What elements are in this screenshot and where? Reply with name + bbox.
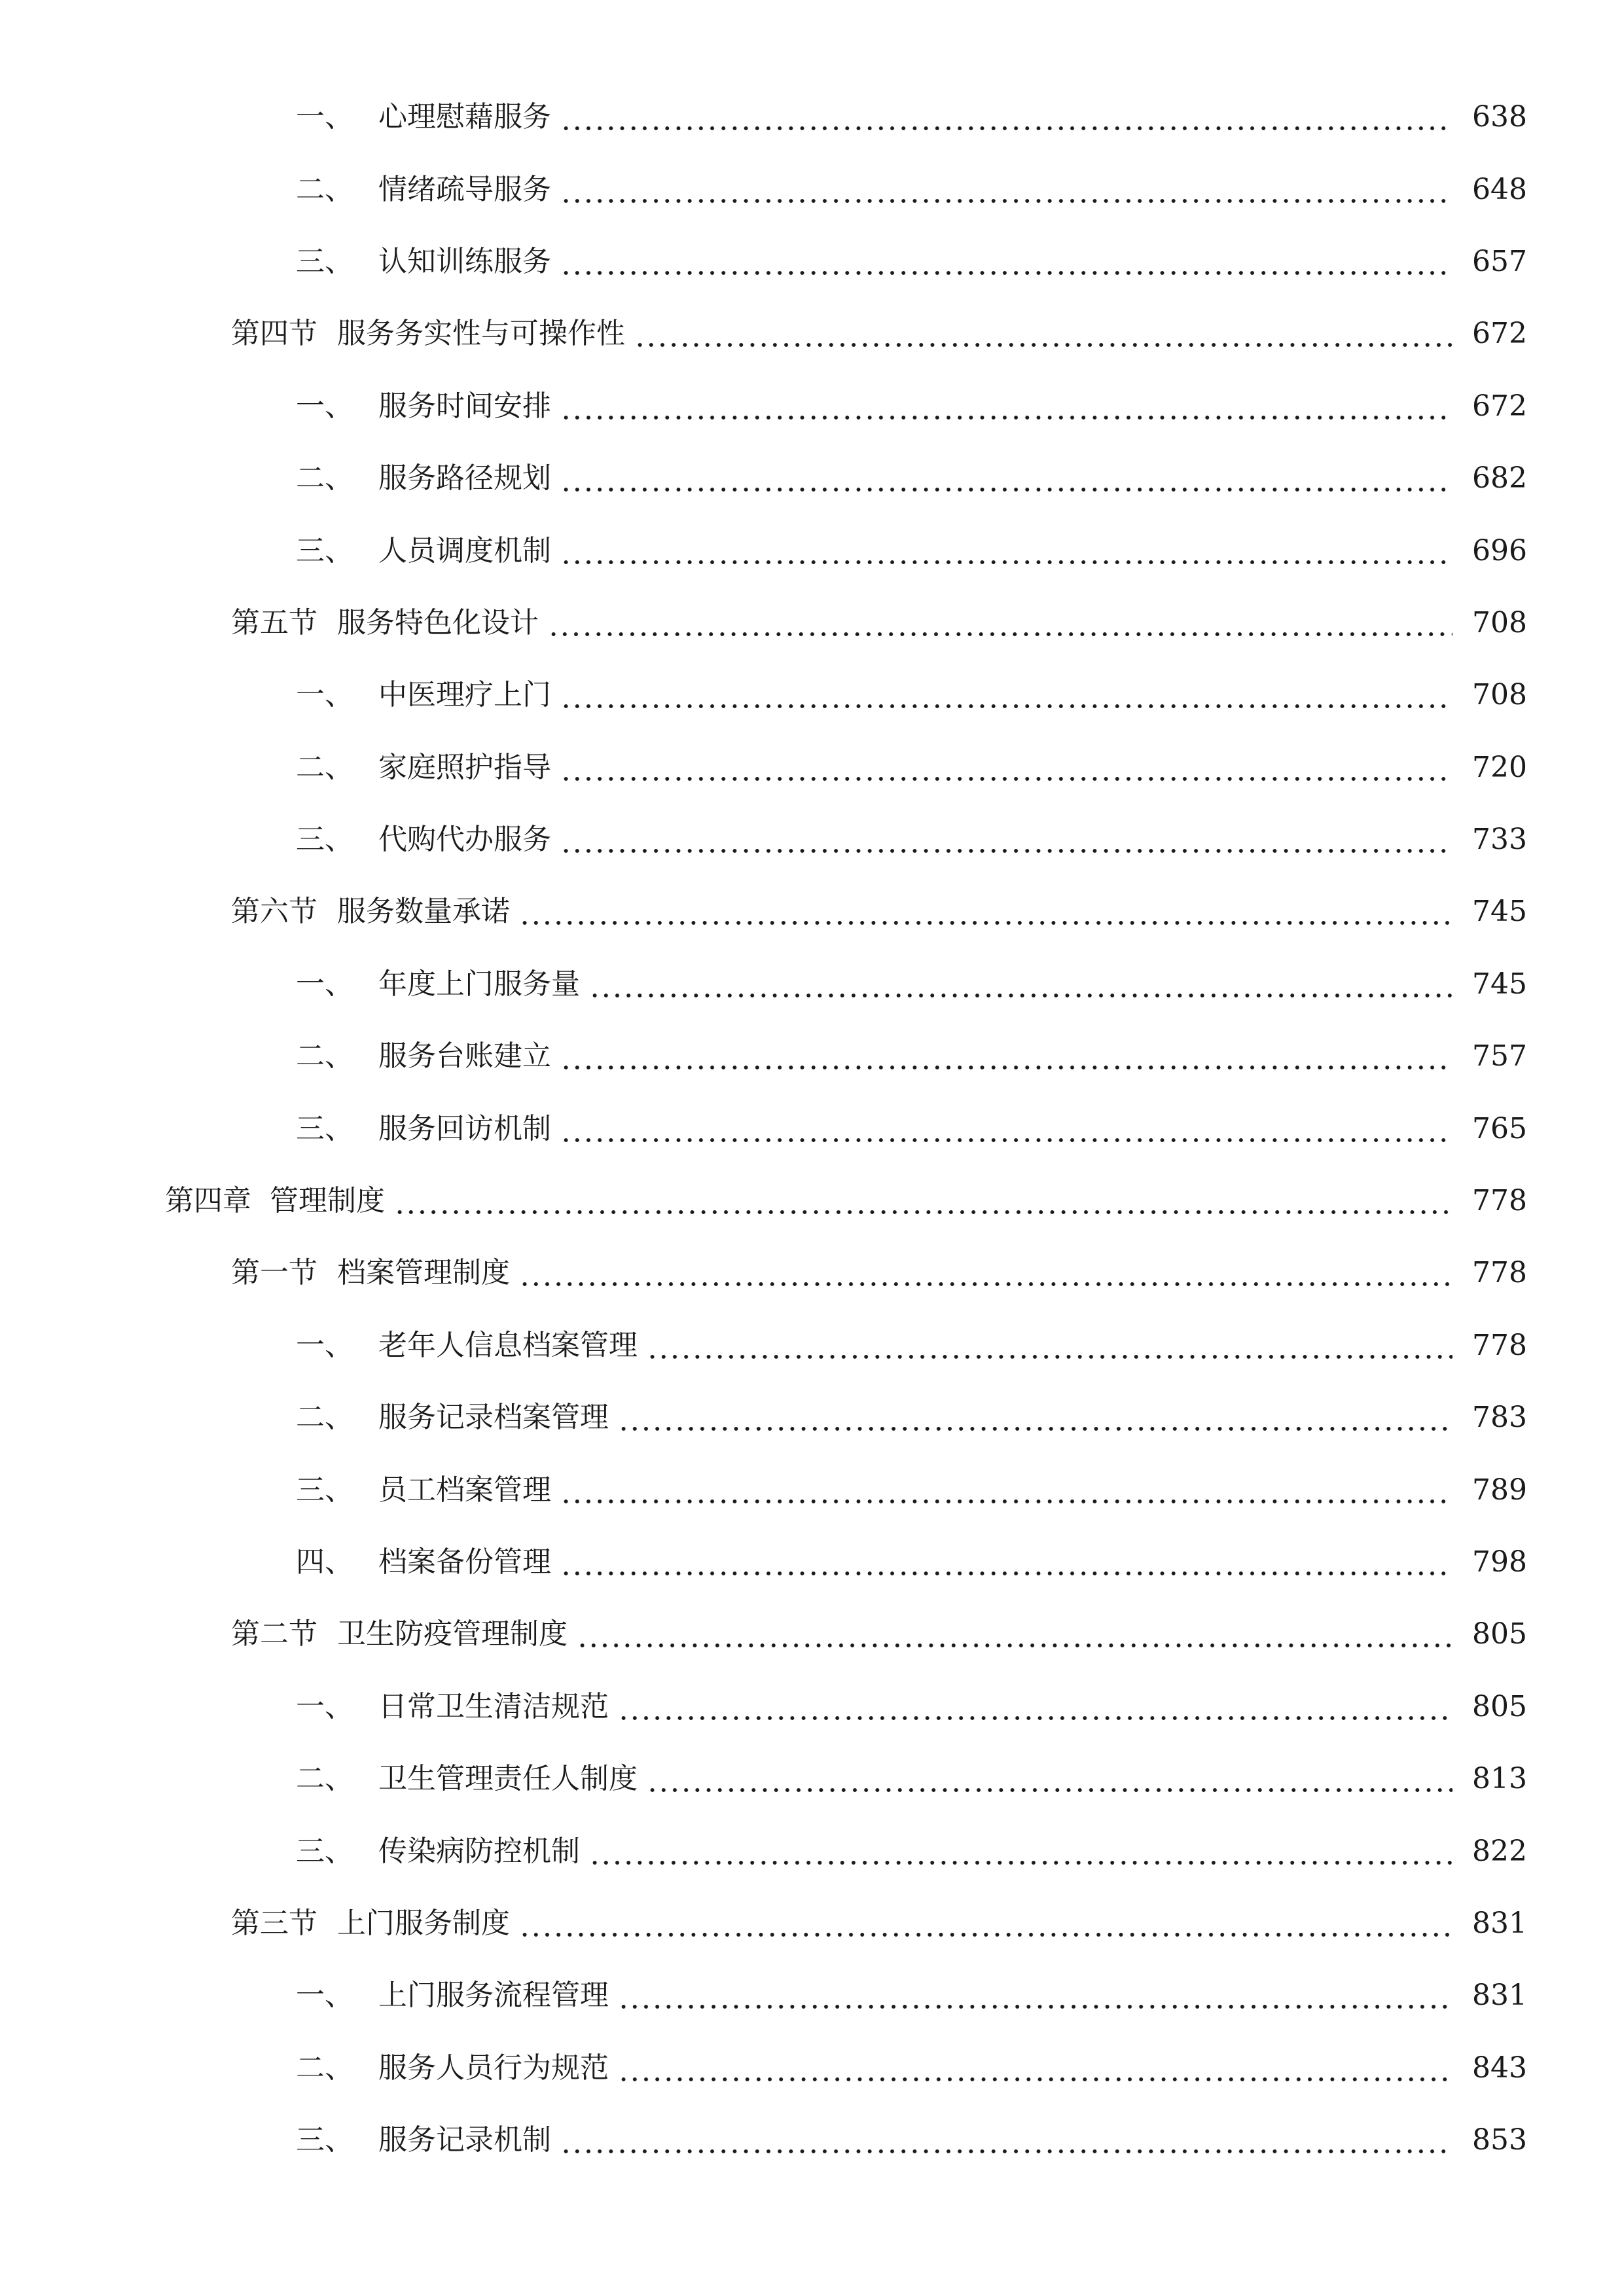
toc-page-number: 822 — [1472, 1834, 1527, 1868]
toc-entry[interactable] — [0, 1888, 1624, 1960]
toc-entry-label — [231, 605, 539, 639]
dot-leader — [560, 247, 1453, 276]
toc-entry-label — [296, 461, 551, 495]
toc-entry-label — [296, 750, 551, 784]
toc-entry-number: 三、 — [296, 1834, 353, 1868]
dot-leader — [560, 2126, 1453, 2155]
toc-entry-number: 一、 — [296, 389, 353, 423]
toc-entry[interactable] — [0, 442, 1624, 514]
toc-entry-title: 上门服务制度 — [337, 1906, 510, 1940]
toc-entry-title: 家庭照护指导 — [378, 750, 551, 784]
toc-entry-number: 二、 — [296, 461, 353, 495]
toc-page-number: 831 — [1472, 1906, 1527, 1940]
dot-leader — [589, 970, 1453, 999]
dot-leader — [589, 1837, 1453, 1866]
toc-entry-title: 代购代办服务 — [378, 823, 551, 857]
toc-entry-label — [296, 533, 551, 567]
toc-entry[interactable] — [0, 1960, 1624, 2032]
dot-leader — [394, 1187, 1453, 1215]
toc-entry-title: 情绪疏导服务 — [378, 172, 551, 206]
toc-entry-title: 传染病防控机制 — [378, 1834, 580, 1868]
toc-entry-number: 一、 — [296, 100, 353, 134]
toc-entry-title: 服务人员行为规范 — [378, 2051, 609, 2085]
toc-entry-label — [296, 2123, 551, 2157]
toc-entry-title: 服务记录档案管理 — [378, 1401, 609, 1435]
toc-entry-number: 一、 — [296, 1979, 353, 2013]
toc-entry-number: 二、 — [296, 1039, 353, 1073]
toc-entry-number: 三、 — [296, 1111, 353, 1145]
dot-leader — [560, 464, 1453, 493]
toc-page-number: 708 — [1472, 678, 1527, 712]
toc-entry-title: 员工档案管理 — [378, 1473, 551, 1507]
toc-entry[interactable] — [0, 1743, 1624, 1815]
toc-page-number: 696 — [1472, 533, 1527, 567]
toc-entry[interactable] — [0, 1092, 1624, 1164]
table-of-contents — [0, 81, 1624, 2176]
toc-page-number: 745 — [1472, 967, 1527, 1001]
dot-leader — [560, 1042, 1453, 1071]
toc-entry-label — [296, 1039, 551, 1073]
toc-entry-title: 心理慰藉服务 — [378, 100, 551, 134]
toc-entry-number: 二、 — [296, 172, 353, 206]
dot-leader — [519, 1909, 1453, 1938]
toc-entry[interactable] — [0, 732, 1624, 804]
toc-page-number: 813 — [1472, 1762, 1527, 1796]
toc-entry[interactable] — [0, 153, 1624, 225]
toc-entry-title: 服务数量承诺 — [337, 895, 510, 929]
toc-entry-label — [231, 317, 625, 351]
toc-entry-title: 服务回访机制 — [378, 1111, 551, 1145]
dot-leader — [577, 1620, 1453, 1649]
dot-leader — [634, 319, 1453, 348]
toc-entry-label — [231, 1617, 568, 1651]
toc-entry[interactable] — [0, 876, 1624, 948]
toc-entry-number: 第四章 — [165, 1184, 251, 1218]
toc-entry-label — [296, 1473, 551, 1507]
toc-entry-number: 第五节 — [231, 605, 317, 639]
toc-entry-number: 一、 — [296, 1328, 353, 1362]
toc-entry-title: 服务记录机制 — [378, 2123, 551, 2157]
toc-entry-title: 档案备份管理 — [378, 1545, 551, 1579]
dot-leader — [618, 2054, 1453, 2083]
toc-page-number: 682 — [1472, 461, 1527, 495]
toc-page-number: 853 — [1472, 2123, 1527, 2157]
toc-entry-title: 老年人信息档案管理 — [378, 1328, 638, 1362]
toc-entry-label — [296, 1111, 551, 1145]
toc-entry-title: 上门服务流程管理 — [378, 1979, 609, 2013]
toc-page-number: 672 — [1472, 389, 1527, 423]
toc-entry-label — [165, 1184, 385, 1218]
toc-page-number: 648 — [1472, 172, 1527, 206]
toc-page-number: 708 — [1472, 605, 1527, 639]
toc-entry[interactable] — [0, 587, 1624, 659]
toc-entry-title: 服务台账建立 — [378, 1039, 551, 1073]
toc-entry-title: 服务时间安排 — [378, 389, 551, 423]
toc-page-number: 778 — [1472, 1256, 1527, 1290]
toc-entry-label — [296, 823, 551, 857]
dot-leader — [548, 609, 1453, 637]
toc-page-number: 733 — [1472, 823, 1527, 857]
toc-entry-number: 一、 — [296, 1689, 353, 1723]
toc-entry[interactable] — [0, 948, 1624, 1020]
toc-entry[interactable] — [0, 804, 1624, 876]
toc-entry[interactable] — [0, 1382, 1624, 1454]
toc-entry-number: 三、 — [296, 533, 353, 567]
toc-page-number: 778 — [1472, 1184, 1527, 1218]
toc-entry-title: 年度上门服务量 — [378, 967, 580, 1001]
toc-page-number: 745 — [1472, 895, 1527, 929]
dot-leader — [519, 897, 1453, 926]
toc-entry-label — [296, 2051, 609, 2085]
toc-entry-number: 第三节 — [231, 1906, 317, 1940]
dot-leader — [560, 103, 1453, 132]
toc-page-number: 798 — [1472, 1545, 1527, 1579]
toc-entry[interactable] — [0, 1237, 1624, 1309]
dot-leader — [560, 537, 1453, 565]
toc-entry[interactable] — [0, 2104, 1624, 2176]
dot-leader — [560, 392, 1453, 421]
dot-leader — [560, 1115, 1453, 1143]
toc-entry-label — [296, 1979, 609, 2013]
toc-entry[interactable] — [0, 1526, 1624, 1598]
toc-entry-number: 第六节 — [231, 895, 317, 929]
toc-entry-label — [231, 1256, 510, 1290]
toc-entry-number: 二、 — [296, 2051, 353, 2085]
toc-page-number: 831 — [1472, 1979, 1527, 2013]
toc-entry-label — [296, 100, 551, 134]
toc-entry-label — [296, 1545, 551, 1579]
dot-leader — [519, 1259, 1453, 1287]
toc-page-number: 783 — [1472, 1401, 1527, 1435]
toc-page-number: 657 — [1472, 244, 1527, 278]
toc-entry[interactable] — [0, 1165, 1624, 1237]
toc-entry[interactable] — [0, 1598, 1624, 1670]
toc-entry-number: 二、 — [296, 1762, 353, 1796]
toc-page-number: 757 — [1472, 1039, 1527, 1073]
toc-entry[interactable] — [0, 298, 1624, 370]
toc-entry-label — [296, 1401, 609, 1435]
toc-entry[interactable] — [0, 514, 1624, 586]
toc-entry-number: 二、 — [296, 750, 353, 784]
toc-entry-title: 卫生管理责任人制度 — [378, 1762, 638, 1796]
toc-entry-label — [296, 172, 551, 206]
toc-entry-number: 三、 — [296, 1473, 353, 1507]
toc-page-number: 805 — [1472, 1617, 1527, 1651]
toc-entry-title: 认知训练服务 — [378, 244, 551, 278]
toc-page-number: 805 — [1472, 1689, 1527, 1723]
toc-entry-label — [231, 1906, 510, 1940]
toc-entry-title: 卫生防疫管理制度 — [337, 1617, 568, 1651]
toc-entry-label — [296, 244, 551, 278]
toc-entry[interactable] — [0, 370, 1624, 442]
toc-entry-label — [231, 895, 510, 929]
dot-leader — [618, 1693, 1453, 1721]
toc-page-number: 672 — [1472, 317, 1527, 351]
toc-entry[interactable] — [0, 1020, 1624, 1092]
toc-entry[interactable] — [0, 1454, 1624, 1526]
dot-leader — [560, 753, 1453, 782]
toc-entry-title: 服务路径规划 — [378, 461, 551, 495]
dot-leader — [647, 1331, 1453, 1360]
toc-entry-number: 第四节 — [231, 317, 317, 351]
toc-entry-label — [296, 1689, 609, 1723]
toc-entry-number: 三、 — [296, 2123, 353, 2157]
dot-leader — [560, 175, 1453, 204]
dot-leader — [560, 1476, 1453, 1505]
dot-leader — [618, 1403, 1453, 1432]
toc-page-number: 720 — [1472, 750, 1527, 784]
toc-entry[interactable] — [0, 1815, 1624, 1887]
toc-entry-number: 第一节 — [231, 1256, 317, 1290]
toc-entry-number: 一、 — [296, 967, 353, 1001]
toc-entry[interactable] — [0, 81, 1624, 153]
toc-entry-title: 服务特色化设计 — [337, 605, 539, 639]
toc-page-number: 765 — [1472, 1111, 1527, 1145]
toc-entry-label — [296, 389, 551, 423]
toc-entry-number: 第二节 — [231, 1617, 317, 1651]
toc-entry-number: 二、 — [296, 1401, 353, 1435]
toc-entry-title: 中医理疗上门 — [378, 678, 551, 712]
toc-entry[interactable] — [0, 659, 1624, 731]
toc-entry-title: 服务务实性与可操作性 — [337, 317, 625, 351]
toc-page-number: 638 — [1472, 100, 1527, 134]
toc-entry-number: 三、 — [296, 244, 353, 278]
toc-entry[interactable] — [0, 2032, 1624, 2104]
toc-entry-label — [296, 1834, 580, 1868]
toc-entry[interactable] — [0, 1310, 1624, 1382]
toc-entry-label — [296, 967, 580, 1001]
toc-entry-label — [296, 678, 551, 712]
toc-entry-label — [296, 1328, 638, 1362]
toc-entry-title: 人员调度机制 — [378, 533, 551, 567]
toc-entry-title: 管理制度 — [270, 1184, 385, 1218]
toc-entry-title: 日常卫生清洁规范 — [378, 1689, 609, 1723]
dot-leader — [647, 1765, 1453, 1793]
toc-page-number: 778 — [1472, 1328, 1527, 1362]
toc-entry-number: 三、 — [296, 823, 353, 857]
toc-entry-title: 档案管理制度 — [337, 1256, 510, 1290]
toc-entry-label — [296, 1762, 638, 1796]
toc-entry[interactable] — [0, 226, 1624, 298]
toc-entry-number: 四、 — [296, 1545, 353, 1579]
toc-entry[interactable] — [0, 1671, 1624, 1743]
toc-page-number: 843 — [1472, 2051, 1527, 2085]
dot-leader — [560, 825, 1453, 854]
toc-page-number: 789 — [1472, 1473, 1527, 1507]
dot-leader — [618, 1981, 1453, 2010]
dot-leader — [560, 1548, 1453, 1577]
toc-entry-number: 一、 — [296, 678, 353, 712]
dot-leader — [560, 681, 1453, 709]
